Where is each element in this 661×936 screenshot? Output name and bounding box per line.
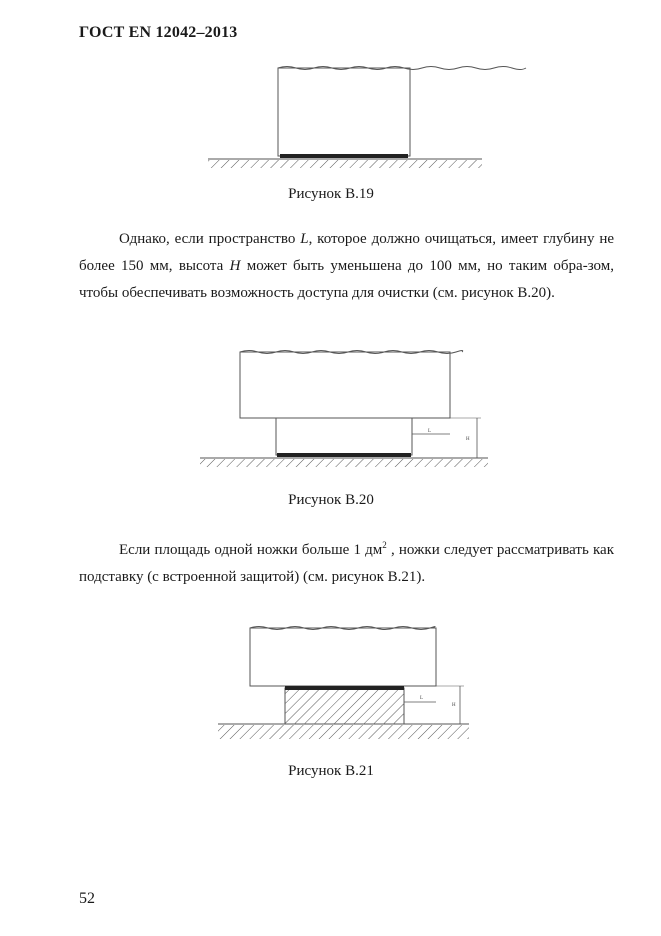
paragraph-1-part-2: , которое должно очищаться, имеет глубину не более 150 мм, высота bbox=[79, 231, 615, 274]
figure-b19-drawing bbox=[200, 60, 500, 175]
dimension-h-label: H bbox=[452, 703, 456, 708]
floor-hatching bbox=[218, 725, 469, 739]
paragraph-1-part-1: Однако, если пространство bbox=[119, 231, 301, 247]
figure-b20-drawing bbox=[195, 340, 500, 475]
figure-b21-drawing bbox=[212, 618, 477, 748]
cabinet-body bbox=[250, 628, 436, 686]
paragraph-2 bbox=[79, 532, 614, 591]
cabinet-body bbox=[240, 352, 450, 418]
figure-b19-caption: Рисунок В.19 bbox=[288, 186, 374, 202]
dimension-h-label: H bbox=[466, 437, 470, 442]
paragraph-2-part-1: Если площадь одной ножки больше 1 дм bbox=[119, 542, 383, 558]
base-support bbox=[285, 688, 404, 724]
paragraph-2-part-2: , ножки следует рассматривать как подставку (с встроенной защитой) (см. рисунок В.21). bbox=[79, 542, 614, 585]
dimension-l-label: L bbox=[428, 429, 432, 434]
figure-b21-caption: Рисунок В.21 bbox=[288, 763, 374, 779]
floor-hatching bbox=[208, 160, 482, 168]
paragraph-1-part-3: может быть уменьшена до 100 мм, но таким обра-зом, чтобы обеспечивать возможность доступа для очистки (см. рисунок В.20). bbox=[79, 258, 614, 301]
cabinet-body bbox=[278, 68, 410, 156]
symbol-L: L bbox=[300, 231, 309, 247]
cabinet-plinth bbox=[276, 418, 412, 455]
paragraph-1 bbox=[79, 226, 614, 307]
figure-b20-caption: Рисунок В.20 bbox=[288, 492, 374, 508]
superscript-2: 2 bbox=[382, 540, 387, 550]
document-code-header: ГОСТ EN 12042–2013 bbox=[79, 24, 238, 41]
page-number: 52 bbox=[79, 890, 95, 907]
dimension-l-label: L bbox=[420, 696, 424, 701]
symbol-H: H bbox=[229, 258, 241, 274]
floor-hatching bbox=[200, 459, 488, 467]
